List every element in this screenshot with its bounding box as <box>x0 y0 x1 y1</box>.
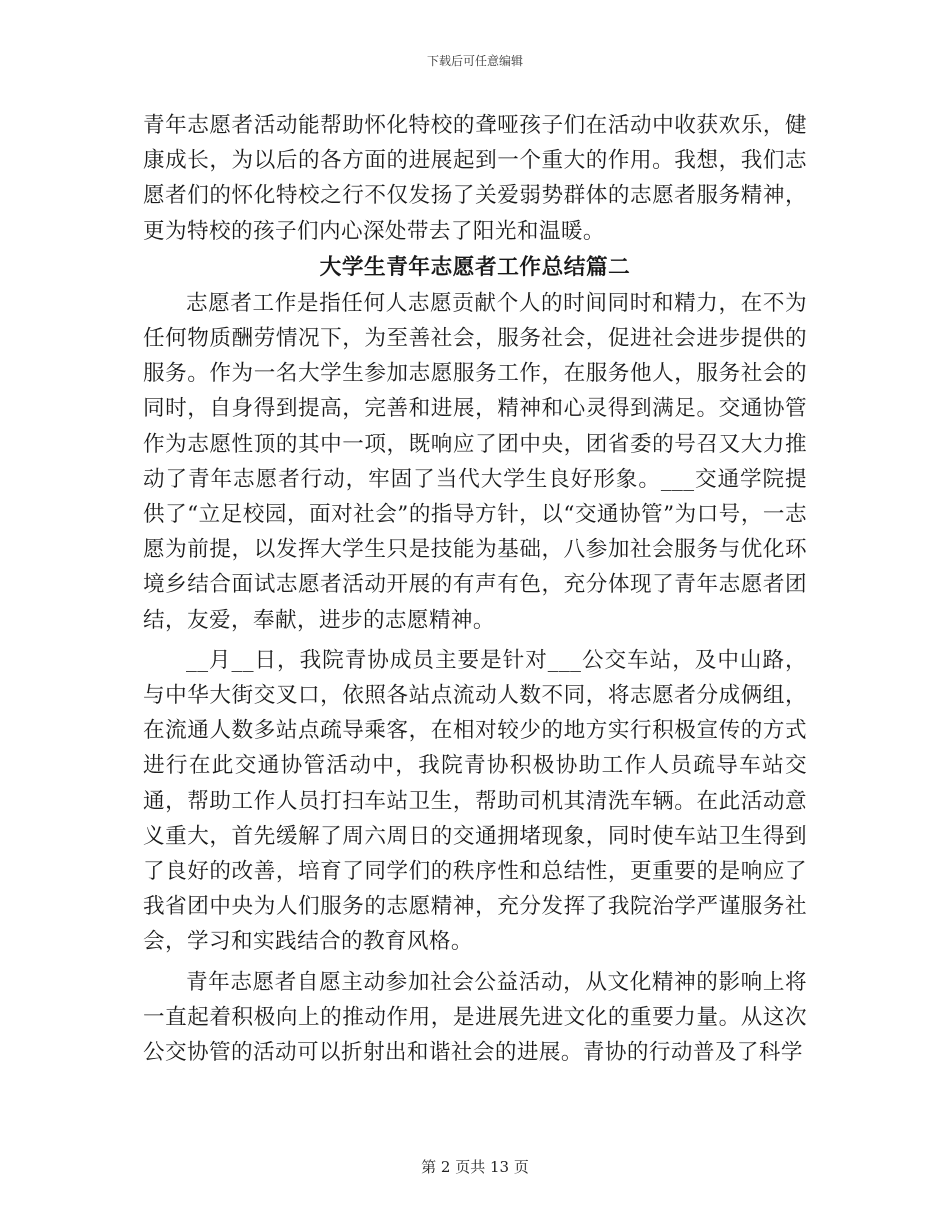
page-header: 下载后可任意编辑 <box>426 54 523 68</box>
section-heading: 大学生青年志愿者工作总结篇二 <box>319 254 631 280</box>
paragraph-3: __月__日，我院青协成员主要是针对___公交车站，及中山路，与中华大街交叉口，依照各站点流动人数不同，将志愿者分成俩组，在流通人数多站点疏导乘客，在相对较少的地方实行积极宣传的方式进行在此交通协管活动中，我院青协积极协助工作人员疏导车站交通，帮助工作人员打扫车站卫生，帮助司机其清洗车辆。在此活动意义重大，首先缓解了周六周日的交通拥堵现象，同时使车站卫生得到了良好的改善，培育了同学们的秩序性和总结性，更重要的是响应了我省团中央为人们服务的志愿精神，充分发挥了我院治学严谨服务社会，学习和实践结合的教育风格。 <box>143 647 807 955</box>
page-footer: 第 2 页共 13 页 <box>421 1158 529 1176</box>
document-body <box>143 108 807 1070</box>
paragraph-4: 青年志愿者自愿主动参加社会公益活动，从文化精神的影响上将一直起着积极向上的推动作用，是进展先进文化的重要力量。从这次公交协管的活动可以折射出和谐社会的进展。青协的行动普及了科学 <box>143 969 807 1066</box>
paragraph-1: 青年志愿者活动能帮助怀化特校的聋哑孩子们在活动中收获欢乐，健康成长，为以后的各方面的进展起到一个重大的作用。我想，我们志愿者们的怀化特校之行不仅发扬了关爱弱势群体的志愿者服务精神，更为特校的孩子们内心深处带去了阳光和温暖。 <box>143 113 807 244</box>
paragraph-2: 志愿者工作是指任何人志愿贡献个人的时间同时和精力，在不为任何物质酬劳情况下，为至善社会，服务社会，促进社会进步提供的服务。作为一名大学生参加志愿服务工作，在服务他人，服务社会的同时，自身得到提高，完善和进展，精神和心灵得到满足。交通协管作为志愿性顶的其中一项，既响应了团中央，团省委的号召又大力推动了青年志愿者行动，牢固了当代大学生良好形象。___交通学院提供了“立足校园，面对社会”的指导方针，以“交通协管”为口号，一志愿为前提，以发挥大学生只是技能为基础，八参加社会服务与优化环境乡结合面试志愿者活动开展的有声有色，充分体现了青年志愿者团结，友爱，奉献，进步的志愿精神。 <box>143 290 807 633</box>
